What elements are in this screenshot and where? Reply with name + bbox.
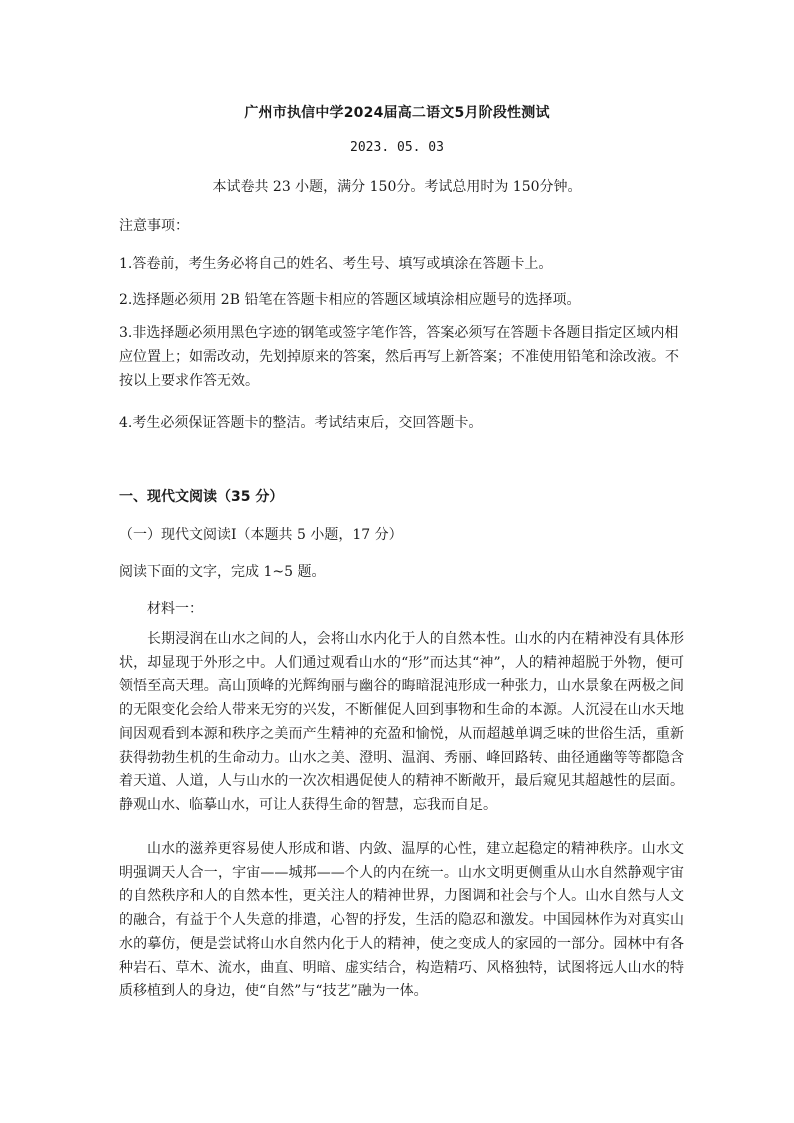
section-subheading: （一）现代文阅读Ⅰ（本题共 5 小题，17 分） <box>119 527 403 543</box>
exam-title: 广州市执信中学2024届高二语文5月阶段性测试 <box>244 105 550 121</box>
notice-item-2: 2.选择题必须用 2B 铅笔在答题卡相应的答题区域填涂相应题号的选择项。 <box>119 292 581 308</box>
material-label: 材料一： <box>147 601 203 617</box>
notice-heading: 注意事项： <box>119 218 189 234</box>
exam-date: 2023. 05. 03 <box>350 140 444 155</box>
notice-item-4: 4.考生必须保证答题卡的整洁。考试结束后，交回答题卡。 <box>119 415 483 431</box>
exam-intro: 本试卷共 23 小题，满分 150分。考试总用时为 150分钟。 <box>212 179 582 195</box>
material-paragraph-2: 山水的滋养更容易使人形成和谐、内敛、温厚的心性，建立起稳定的精神秩序。山水文明强调天人合一，宇宙——城邦——个人的内在统一。山水文明更侧重从山水自然静观宇宙的自然秩序和人的自然本性，更关注人的精神世界，力图调和社会与个人。山水自然与人文的融合，有益于个人失意的排遣，心智的抒发，生活的隐忍和激发。中国园林作为对真实山水的摹仿，便是尝试将山水自然内化于人的精神，使之变成人的家园的一部分。园林中有各种岩石、草木、流水，曲直、明暗、虚实结合，构造精巧、风格独特，试图将远人山水的特质移植到人的身边，使“自然”与“技艺”融为一体。 <box>119 841 684 1000</box>
material-paragraph-1: 长期浸润在山水之间的人，会将山水内化于人的自然本性。山水的内在精神没有具体形状，却显现于外形之中。人们通过观看山水的“形”而达其“神”，人的精神超脱于外物，便可领悟至高天理。高山顶峰的光辉绚丽与幽谷的晦暗混沌形成一种张力，山水景象在两极之间的无限变化会给人带来无穷的兴发，不断催促人回到事物和生命的本源。人沉浸在山水天地间因观看到本源和秩序之美而产生精神的充盈和愉悦，从而超越单调乏味的世俗生活，重新获得勃勃生机的生命动力。山水之美、澄明、温润、秀丽、峰回路转、曲径通幽等等都隐含着天道、人道，人与山水的一次次相遇促使人的精神不断敞开，最后窥见其超越性的层面。静观山水、临摹山水，可让人获得生命的智慧，忘我而自足。 <box>119 631 684 813</box>
notice-item-1: 1.答卷前，考生务必将自己的姓名、考生号、填写或填涂在答题卡上。 <box>119 256 553 272</box>
section-instruction: 阅读下面的文字，完成 1~5 题。 <box>119 564 326 580</box>
section-heading: 一、现代文阅读（35 分） <box>119 489 284 505</box>
notice-item-3: 3.非选择题必须用黑色字迹的钢笔或签字笔作答，答案必须写在答题卡各题目指定区域内相应位置上；如需改动，先划掉原来的答案，然后再写上新答案；不准使用铅笔和涂改液。不按以上要求作答无效。 <box>119 325 679 389</box>
